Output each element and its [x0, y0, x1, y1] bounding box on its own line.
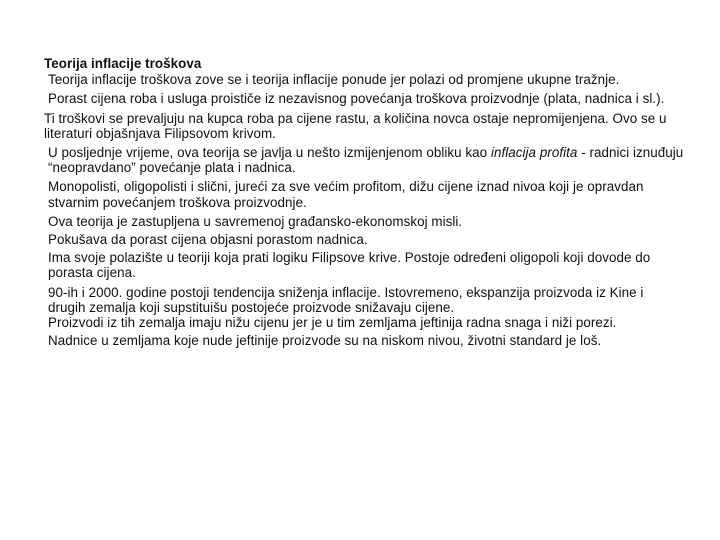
profit-inflation-text-after: - radnici iznuđuju “neopravdano” povećanje plata i nadnica.: [48, 145, 684, 176]
paragraph-cost-increase: Porast cijena roba i usluga proističe iz nezavisnog povećanja troškova proizvodnje (plata, nadnica i sl.).: [48, 91, 665, 107]
paragraph-low-wages: Nadnice u zemljama koje nude jeftinije proizvode su na niskom nivou, životni standard je loš.: [48, 333, 602, 349]
paragraph-definition: Teorija inflacije troškova zove se i teorija inflacije ponude jer polazi od promjene ukupne tražnje.: [48, 72, 620, 88]
paragraph-90s-text: 90-ih i 2000. godine postoji tendencija sniženja inflacije. Istovremeno, ekspanzija proizvoda iz Kine i drugih zemalja koji supstituišu postojeće proizvode snižavaju cijene.: [48, 284, 644, 315]
profit-inflation-text-before: U posljednje vrijeme, ova teorija se javlja u nešto izmijenjenom obliku kao: [48, 145, 491, 161]
paragraph-profit-inflation: [44, 145, 684, 175]
paragraph-cheaper-products-text: Proizvodi iz tih zemalja imaju nižu cijenu jer je u tim zemljama jeftinija radna snaga i niži porezi.: [48, 315, 617, 331]
paragraph-bourgeois-thought: Ova teorija je zastupljena u savremenoj građansko-ekonomskoj misli.: [48, 213, 463, 229]
paragraph-wages: Pokušava da porast cijena objasni porastom nadnica.: [48, 232, 368, 248]
profit-inflation-emphasis: inflacija profita: [490, 145, 578, 161]
paragraph-phillips-curve: Ti troškovi se prevaljuju na kupca roba pa cijene rastu, a količina novca ostaje nepromijenjena. Ovo se u literaturi objašnjava Filipsovom krivom.: [44, 110, 667, 141]
paragraph-90s-2000: [44, 285, 684, 331]
paragraph-oligopolies: Ima svoje polazište u teoriji koja prati logiku Filipsove krive. Postoje određeni oligopoli koji dovode do porasta cijena.: [48, 250, 651, 281]
paragraph-monopolists: Monopolisti, oligopolisti i slični, jureći za sve većim profitom, dižu cijene iznad nivoa koji je opravdan stvarnim povećanjem troškova proizvodnje.: [48, 179, 644, 210]
text-body: [44, 56, 684, 352]
document-title: Teorija inflacije troškova: [44, 56, 202, 71]
